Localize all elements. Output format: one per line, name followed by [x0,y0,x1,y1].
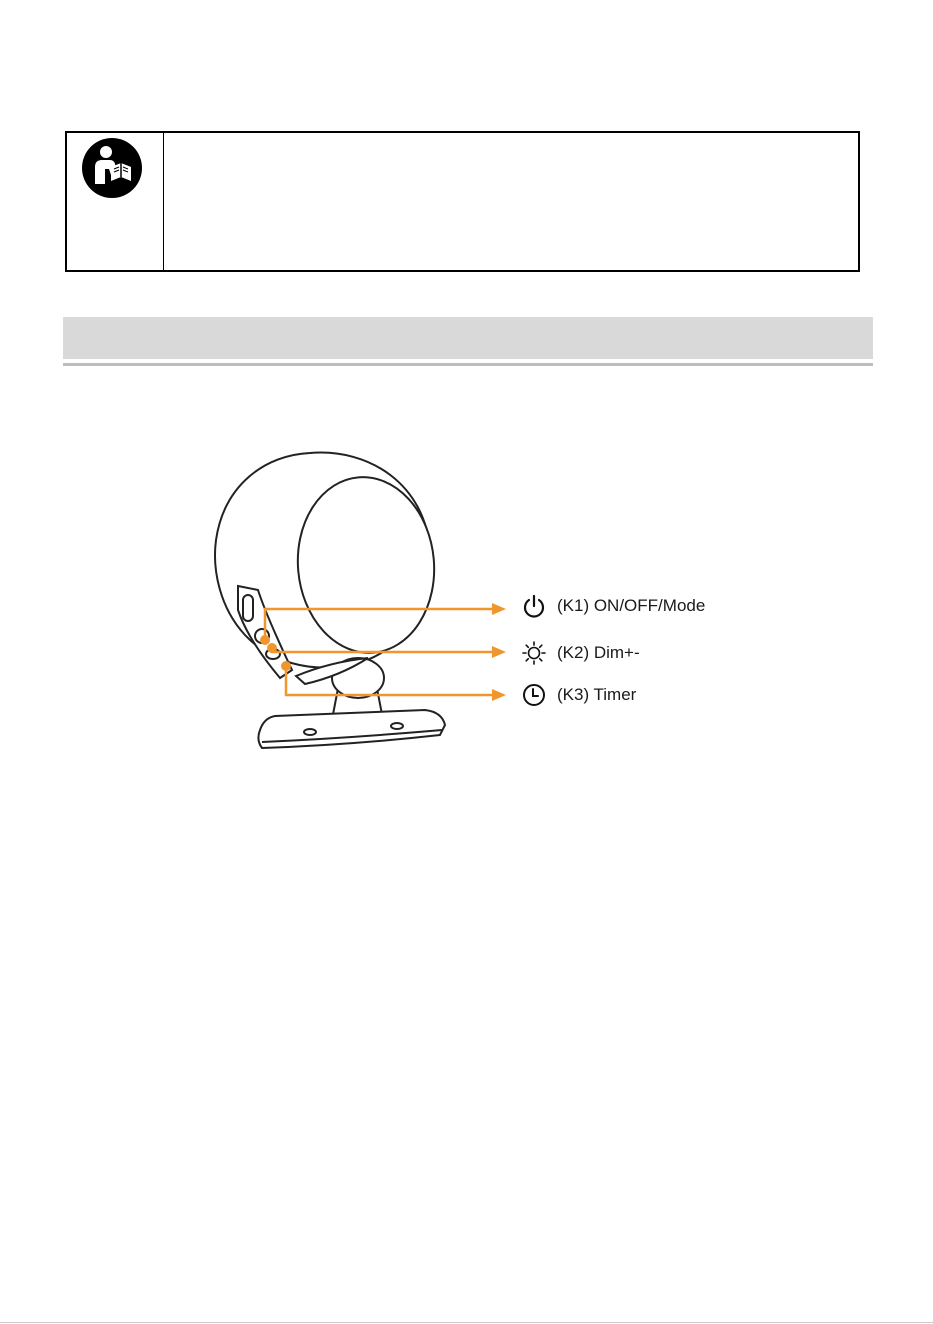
k2-label: (K2) Dim+- [557,643,640,662]
k3-label: (K3) Timer [557,685,637,704]
clock-icon [522,683,546,707]
k1-label: (K1) ON/OFF/Mode [557,596,706,615]
sun-icon [522,641,546,665]
page-bottom-edge [0,1322,933,1323]
power-icon [522,594,546,618]
